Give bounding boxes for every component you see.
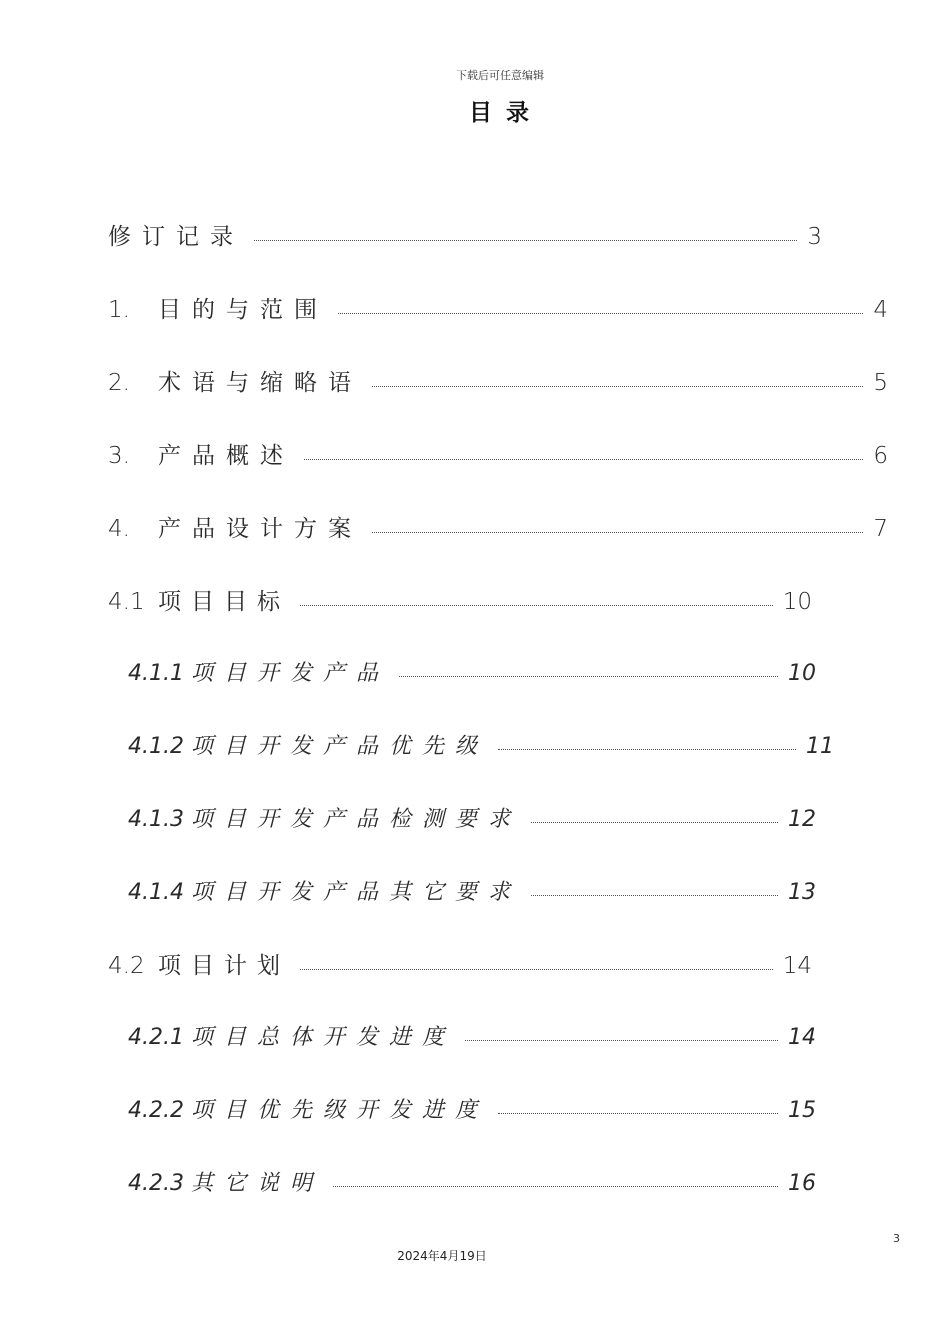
toc-entry-dev-other[interactable] (128, 875, 816, 915)
header-note: 下载后可任意编辑 (456, 69, 544, 82)
toc-leader-dots (300, 605, 773, 606)
toc-entry-page: 10 (782, 589, 812, 615)
toc-entry-label: 项目开发产品 (191, 661, 390, 686)
toc-entry-page: 15 (788, 1098, 816, 1123)
toc-leader-dots (498, 1113, 778, 1114)
toc-entry-dev-product[interactable] (128, 656, 816, 696)
toc-entry-page: 11 (806, 734, 834, 759)
toc-leader-dots (531, 895, 778, 896)
page-number: 3 (893, 1232, 900, 1245)
toc-entry-terms[interactable] (108, 364, 888, 404)
toc-entry-page: 7 (873, 516, 888, 542)
toc-entry-page: 10 (788, 661, 816, 686)
footer-date: 2024年4月19日 (397, 1249, 487, 1263)
toc-entry-number: 4.2.3 (128, 1171, 184, 1196)
toc-leader-dots (333, 1186, 778, 1187)
toc-entry-other-notes[interactable] (128, 1166, 816, 1206)
toc-entry-page: 12 (788, 807, 816, 832)
toc-entry-page: 16 (788, 1171, 816, 1196)
toc-entry-label: 项目计划 (158, 953, 290, 979)
toc-entry-number: 3. (108, 443, 130, 469)
toc-entry-label: 项目目标 (158, 589, 290, 615)
toc-entry-label: 项目优先级开发进度 (191, 1098, 489, 1123)
toc-entry-page: 4 (873, 297, 888, 323)
toc-entry-label: 产品设计方案 (158, 516, 362, 542)
toc-entry-page: 5 (873, 370, 888, 396)
toc-leader-dots (372, 386, 863, 387)
toc-entry-revision-record[interactable] (108, 218, 822, 258)
toc-leader-dots (304, 459, 863, 460)
toc-entry-number: 4.2.2 (128, 1098, 184, 1123)
toc-entry-number: 4.1.3 (128, 807, 184, 832)
toc-entry-number: 1. (108, 297, 130, 323)
toc-entry-page: 3 (807, 224, 822, 250)
toc-entry-number: 4.1 (108, 589, 145, 615)
toc-leader-dots (338, 313, 863, 314)
toc-leader-dots (372, 532, 863, 533)
toc-entry-dev-testing[interactable] (128, 802, 816, 842)
toc-entry-label: 产品概述 (158, 443, 294, 469)
toc-entry-priority-schedule[interactable] (128, 1093, 816, 1133)
toc-entry-label: 项目开发产品优先级 (191, 734, 489, 759)
toc-leader-dots (399, 676, 778, 677)
toc-entry-number: 4. (108, 516, 130, 542)
toc-entry-project-plan[interactable] (108, 947, 812, 987)
toc-entry-label: 项目开发产品检测要求 (191, 807, 522, 832)
toc-entry-overall-schedule[interactable] (128, 1020, 816, 1060)
toc-entry-design-plan[interactable] (108, 510, 888, 550)
toc-entry-dev-priority[interactable] (128, 729, 834, 769)
toc-entry-page: 6 (873, 443, 888, 469)
toc-entry-product-overview[interactable] (108, 437, 888, 477)
toc-entry-number: 4.1.1 (128, 661, 184, 686)
toc-entry-label: 目的与范围 (158, 297, 328, 323)
toc-entry-label: 项目开发产品其它要求 (191, 880, 522, 905)
toc-leader-dots (465, 1040, 778, 1041)
toc-title: 目录 (469, 100, 543, 126)
toc-entry-page: 14 (782, 953, 812, 979)
toc-entry-label: 修订记录 (108, 224, 244, 250)
toc-entry-label: 术语与缩略语 (158, 370, 362, 396)
toc-entry-page: 13 (788, 880, 816, 905)
toc-entry-number: 4.1.4 (128, 880, 184, 905)
toc-entry-number: 4.2.1 (128, 1025, 184, 1050)
toc-entry-number: 2. (108, 370, 130, 396)
toc-entry-number: 4.2 (108, 953, 145, 979)
toc-entry-project-goal[interactable] (108, 583, 812, 623)
toc-leader-dots (300, 969, 773, 970)
toc-entry-page: 14 (788, 1025, 816, 1050)
toc-entry-purpose-scope[interactable] (108, 291, 888, 331)
toc-leader-dots (498, 749, 796, 750)
toc-leader-dots (531, 822, 778, 823)
toc-entry-number: 4.1.2 (128, 734, 184, 759)
toc-entry-label: 项目总体开发进度 (191, 1025, 456, 1050)
toc-entry-label: 其它说明 (191, 1171, 324, 1196)
toc-leader-dots (254, 240, 797, 241)
